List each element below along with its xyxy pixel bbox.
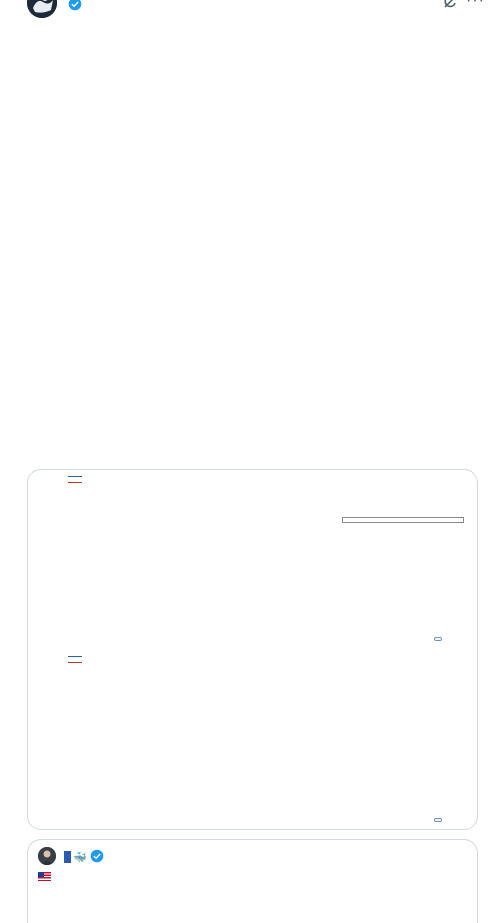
us-flag-icon: [38, 872, 51, 881]
quoted-tweet[interactable]: [27, 839, 478, 923]
quote-line-1: [38, 869, 54, 883]
tweet-text: [27, 39, 482, 59]
flag-icon: [64, 851, 71, 863]
verified-badge-icon: [68, 0, 82, 11]
verified-badge-icon: [90, 849, 104, 863]
chart-tooltip: [342, 517, 464, 523]
quote-author-name: [61, 849, 104, 864]
quote-author-avatar: [38, 847, 56, 865]
grok-icon[interactable]: [442, 0, 458, 10]
more-options-icon[interactable]: ···: [466, 0, 485, 9]
media-image[interactable]: [27, 469, 478, 830]
author-avatar[interactable]: [27, 0, 57, 18]
chart-initial-claims: [28, 470, 477, 648]
tweet-header: [0, 0, 499, 30]
fullscreen-button[interactable]: [434, 637, 442, 641]
chart-plot-area: [28, 650, 477, 830]
author-name[interactable]: [65, 0, 82, 12]
chart-continuing-claims: [28, 650, 477, 830]
whale-icon: 🐳: [73, 852, 87, 864]
fullscreen-button[interactable]: [434, 818, 442, 822]
chart-plot-area: [28, 470, 477, 648]
